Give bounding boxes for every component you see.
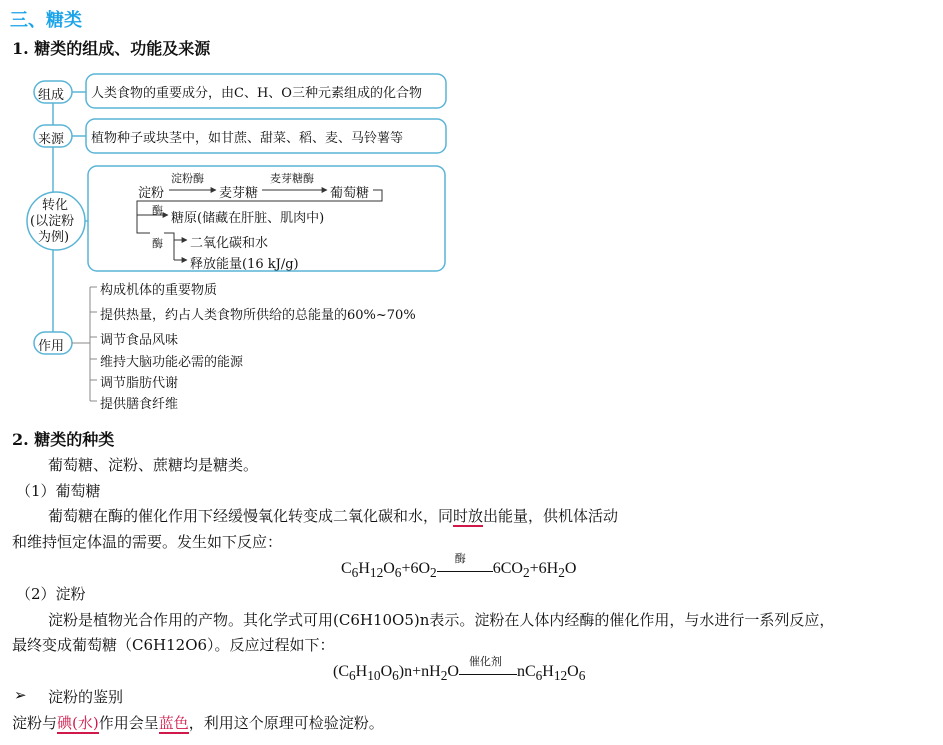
function-item: 构成机体的重要物质 [100, 283, 218, 298]
types-intro: 葡萄糖、淀粉、蔗糖均是糖类。 [48, 456, 259, 474]
composition-text: 人类食物的重要成分，由C、H、O三种元素组成的化合物 [91, 86, 422, 101]
subsection-title-types: 2. 糖类的种类 [12, 430, 115, 449]
energy-label: 释放能量(16 kJ/g) [190, 257, 299, 272]
enzyme-label-1: 酶 [152, 204, 163, 217]
glucose-text-b: 出能量，供机体活动 [483, 507, 619, 525]
glucose-paragraph-line2: 和维持恒定体温的需要。发生如下反应： [12, 533, 283, 551]
glycogen-label: 糖原(储藏在肝脏、肌肉中) [171, 211, 325, 226]
equation-starch-hydrolysis: $(C_6H_{10}O_6)n+nH_2O$ 催化剂 $nC_6H_{12}O_6$ [333, 663, 585, 684]
enzyme-label-2: 酶 [152, 237, 163, 250]
underlined-text: 时放 [453, 507, 484, 525]
node-conversion-label-2: (以淀粉 [30, 214, 75, 229]
identify-paragraph [12, 712, 384, 733]
identify-text-a: 淀粉与 [12, 714, 58, 732]
glucose-label: 葡萄糖 [330, 186, 370, 201]
blue-color-text: 蓝色 [158, 714, 189, 732]
node-composition-label: 组成 [38, 88, 65, 103]
function-item: 维持大脑功能必需的能源 [100, 355, 244, 370]
identify-text-c: ，利用这个原理可检验淀粉。 [188, 714, 384, 732]
equation-glucose-oxidation: $C_6H_{12}O_6+6O_2$ 酶 $6CO_2+6H_2O$ [341, 560, 576, 581]
starch-paragraph-line2: 最终变成葡萄糖（C6H12O6）。反应过程如下： [12, 636, 335, 654]
function-item: 提供膳食纤维 [100, 397, 179, 412]
co2-water-label: 二氧化碳和水 [190, 236, 269, 251]
function-item: 提供热量，约占人类食物所供给的总能量的60%~70% [100, 308, 416, 323]
node-conversion-label-3: 为例) [38, 230, 70, 245]
maltase-label: 麦芽糖酶 [270, 172, 314, 185]
subsection-title-composition: 1. 糖类的组成、功能及来源 [12, 39, 211, 58]
function-item: 调节食品风味 [100, 333, 179, 348]
function-item: 调节脂肪代谢 [100, 376, 179, 391]
starch-paragraph-line1: 淀粉是植物光合作用的产物。其化学式可用(C6H10O5)n表示。淀粉在人体内经酶的催化作用，与水进行一系列反应， [48, 611, 835, 629]
equation1-condition: 酶 [454, 553, 466, 565]
source-text: 植物种子或块茎中，如甘蔗、甜菜、稻、麦、马铃薯等 [91, 131, 404, 146]
node-source-label: 来源 [38, 132, 65, 147]
starch-label: 淀粉 [138, 186, 165, 201]
identify-heading: 淀粉的鉴别 [48, 688, 124, 706]
iodine-text: 碘(水) [57, 714, 99, 732]
amylase-label: 淀粉酶 [171, 172, 204, 185]
bullet-arrow-icon: ➢ [14, 686, 27, 704]
identify-text-b: 作用会呈 [98, 714, 159, 732]
starch-heading: （2）淀粉 [16, 585, 86, 603]
node-function-label: 作用 [38, 339, 65, 354]
section-title: 三、糖类 [10, 10, 82, 31]
glucose-heading: （1）葡萄糖 [16, 482, 101, 500]
node-conversion-label-1: 转化 [42, 198, 69, 213]
glucose-text-a: 葡萄糖在酶的催化作用下经缓慢氧化转变成二氧化碳和水，同 [48, 507, 454, 525]
maltose-label: 麦芽糖 [219, 186, 259, 201]
glucose-paragraph-line1 [48, 505, 618, 526]
equation2-condition: 催化剂 [468, 656, 502, 668]
